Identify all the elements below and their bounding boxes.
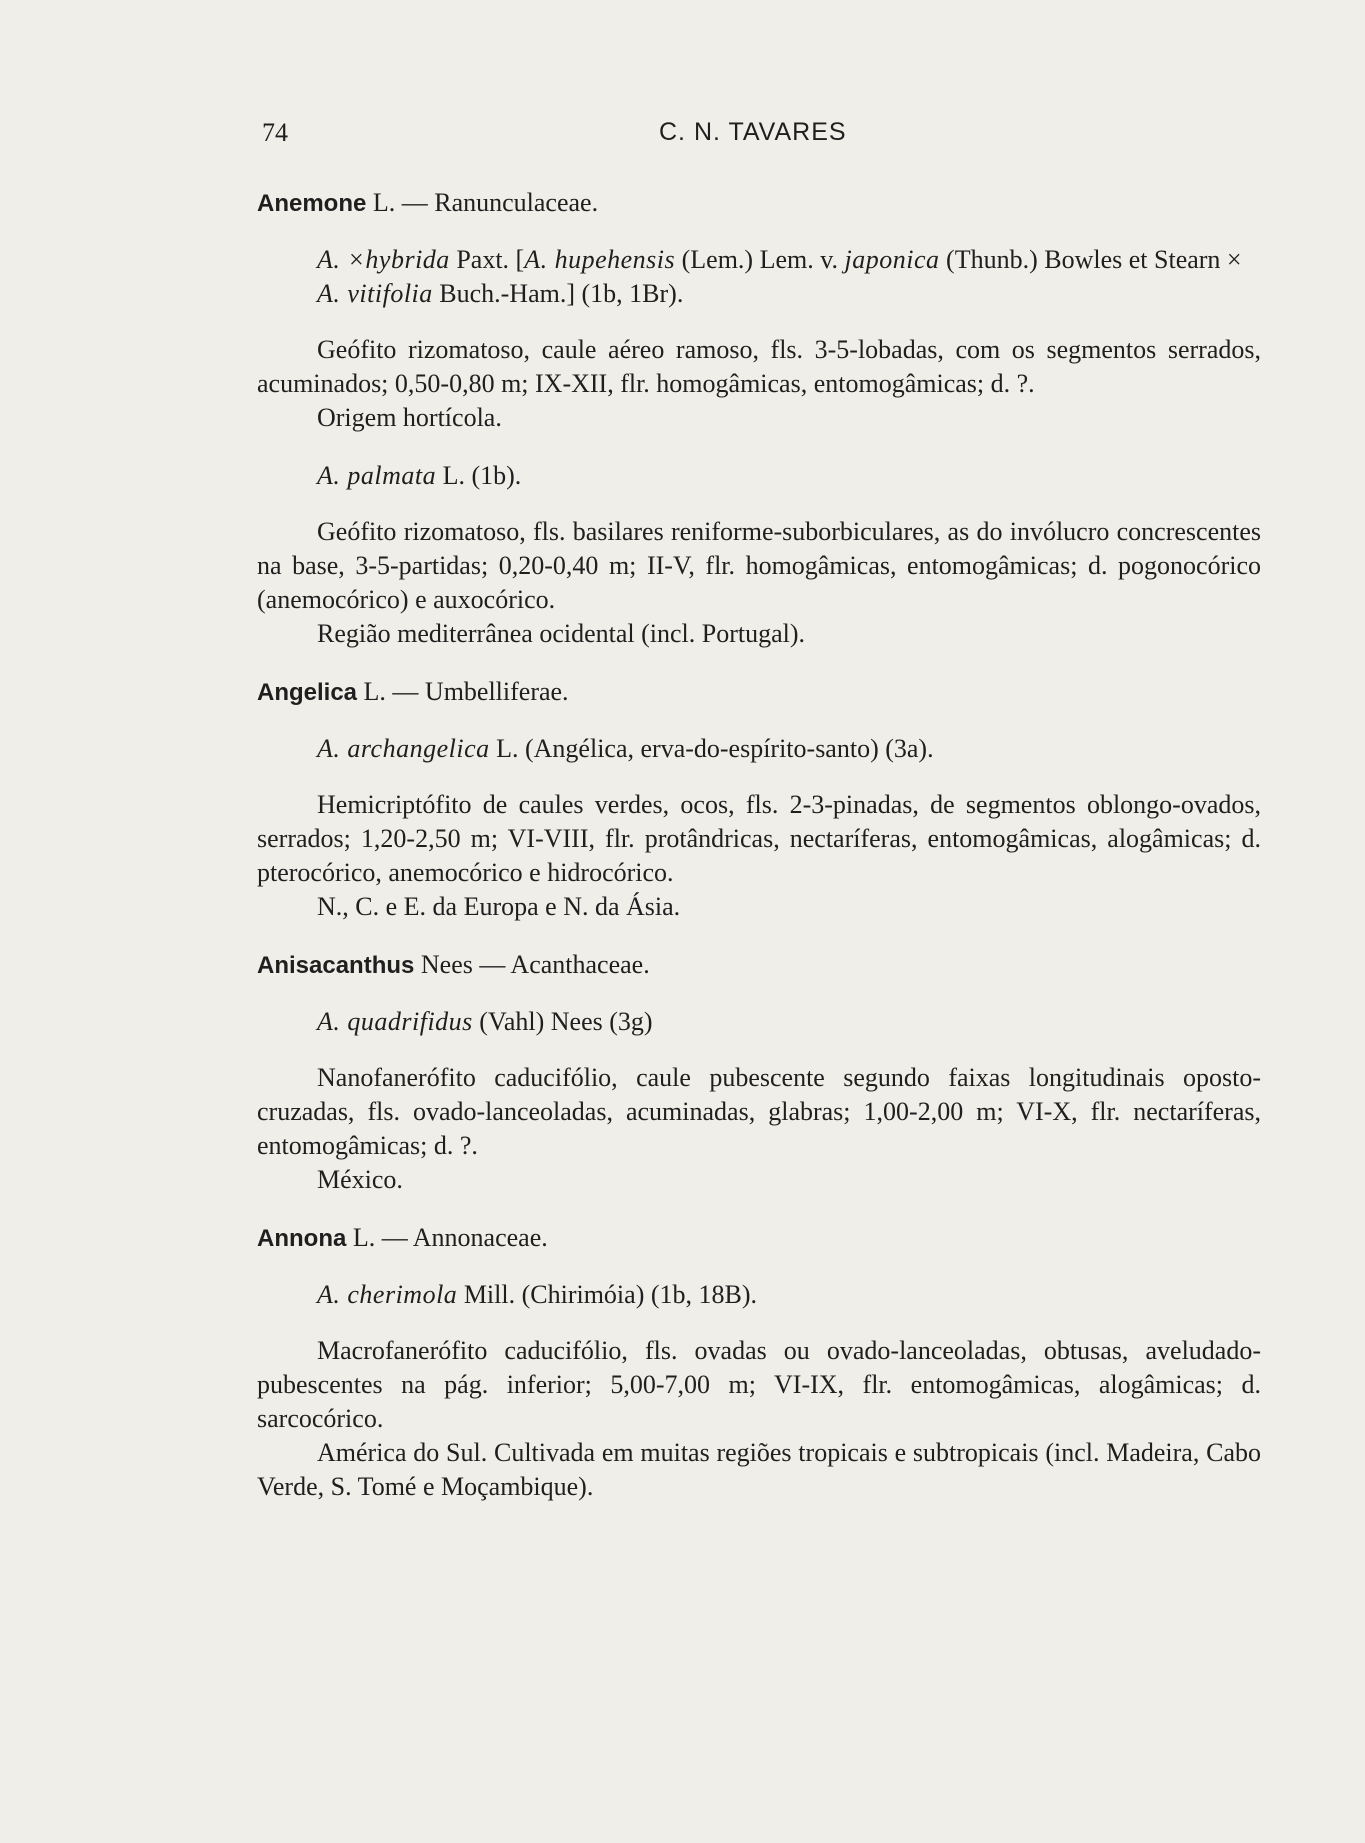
species-description: Geófito rizomatoso, caule aéreo ramoso, fls. 3-5-lobadas, com os segmentos serrados, acuminados; 0,50-0,80 m; IX-XII, flr. homogâmicas, entomogâmicas; d. ?. (257, 335, 1261, 398)
species-name: A. cherimola (317, 1280, 458, 1309)
genus-name: Annona (257, 1225, 347, 1252)
genus-family: L. — Ranunculaceae. (366, 188, 599, 217)
species-author: L. (1b). (436, 461, 522, 490)
running-header (262, 118, 982, 158)
species-author: Mill. (Chirimóia) (1b, 18B). (457, 1280, 758, 1309)
genus-name: Anisacanthus (257, 952, 415, 979)
genus-heading (257, 948, 1261, 983)
species-distribution: Região mediterrânea ocidental (incl. Portugal). (317, 619, 806, 648)
species-name: A. palmata (317, 461, 437, 490)
species-distribution: América do Sul. Cultivada em muitas regiões tropicais e subtropicais (incl. Madeira, Cabo Verde, S. Tomé e Moçambique). (257, 1438, 1261, 1501)
page-number: 74 (262, 118, 288, 147)
species-heading (257, 1005, 1261, 1039)
species-name: A. ×hybrida (317, 245, 450, 274)
species-author-3: (Thunb.) Bowles et Stearn × (939, 245, 1242, 274)
running-head-author: C. N. TAVARES (659, 118, 847, 146)
species-description: Hemicriptófito de caules verdes, ocos, fls. 2-3-pinadas, de segmentos oblongo-ovados, serrados; 1,20-2,50 m; VI-VIII, flr. protândricas, nectaríferas, entomogâmicas, alogâmicas; d. pterocórico, anemocórico e hidrocórico. (257, 790, 1261, 887)
genus-name: Anemone (257, 190, 367, 217)
species-heading (257, 1278, 1261, 1312)
species-heading (257, 732, 1261, 766)
species-author: Paxt. [ (449, 245, 525, 274)
species-description: Macrofanerófito caducifólio, fls. ovadas ou ovado-lanceoladas, obtusas, aveludado-pubescentes na pág. inferior; 5,00-7,00 m; VI-IX, flr. entomogâmicas, alogâmicas; d. sarcocórico. (257, 1336, 1261, 1433)
species-distribution: México. (317, 1165, 403, 1194)
species-name-3: japonica (844, 245, 940, 274)
species-description: Geófito rizomatoso, fls. basilares reniforme-suborbiculares, as do invólucro concrescentes na base, 3-5-partidas; 0,20-0,40 m; II-V, flr. homogâmicas, entomogâmicas; d. pogonocórico (anemocórico) e auxocórico. (257, 517, 1261, 614)
species-heading (257, 459, 1261, 493)
species-description: Nanofanerófito caducifólio, caule pubescente segundo faixas longitudinais oposto-cruzadas, fls. ovado-lanceoladas, acuminadas, glabras; 1,00-2,00 m; VI-X, flr. nectaríferas, entomogâmicas; d. ?. (257, 1063, 1261, 1160)
genus-heading (257, 1221, 1261, 1256)
species-heading (257, 243, 1261, 311)
genus-family: Nees — Acanthaceae. (414, 950, 650, 979)
genus-heading (257, 675, 1261, 710)
species-distribution: N., C. e E. da Europa e N. da Ásia. (317, 892, 681, 921)
species-distribution: Origem hortícola. (317, 403, 502, 432)
species-name: A. archangelica (317, 734, 490, 763)
species-author-4: Buch.-Ham.] (1b, 1Br). (432, 279, 684, 308)
species-author: (Vahl) Nees (3g) (472, 1007, 653, 1036)
genus-name: Angelica (257, 679, 358, 706)
species-name-2: A. hupehensis (524, 245, 676, 274)
genus-heading (257, 186, 1261, 221)
species-name: A. quadrifidus (317, 1007, 473, 1036)
genus-family: L. — Annonaceae. (346, 1223, 548, 1252)
species-name-4: A. vitifolia (317, 279, 433, 308)
species-author-2: (Lem.) Lem. v. (675, 245, 845, 274)
species-author: L. (Angélica, erva-do-espírito-santo) (3a). (489, 734, 934, 763)
genus-family: L. — Umbelliferae. (357, 677, 569, 706)
main-text (257, 186, 1261, 1504)
